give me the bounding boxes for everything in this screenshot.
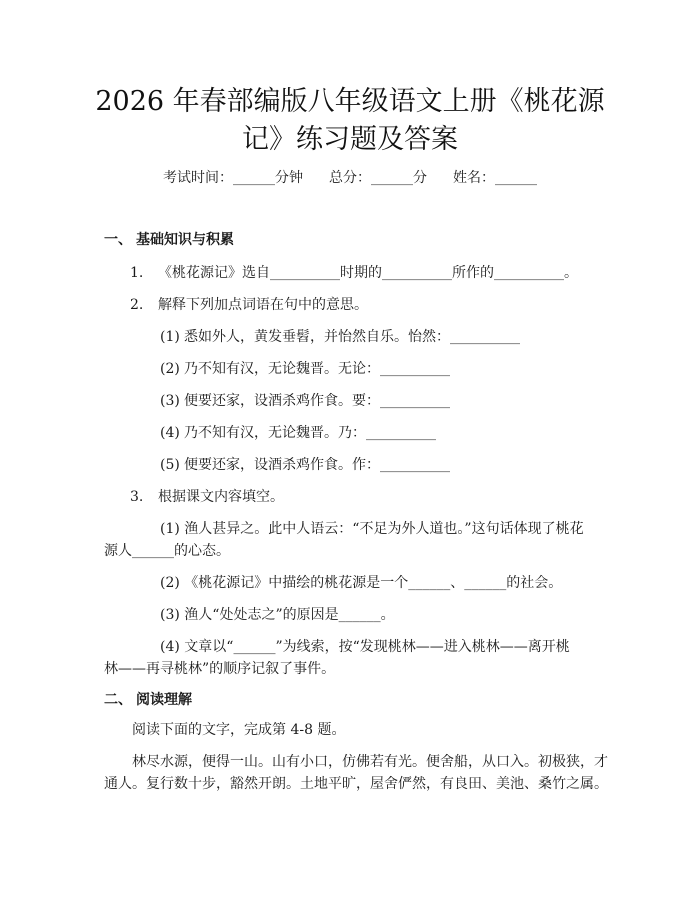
- document-title-line-2: 记》练习题及答案: [242, 124, 458, 155]
- item-text: 便要还家，设酒杀鸡作食。要：__________: [184, 393, 450, 409]
- exam-name: 姓名：______: [453, 170, 537, 186]
- question-3: [130, 487, 284, 507]
- question-2-item-5: [160, 455, 450, 475]
- question-2-item-4: [160, 423, 436, 443]
- document-title-line-1: 2026 年春部编版八年级语文上册《桃花源: [95, 86, 605, 117]
- question-number: 3.: [130, 489, 144, 505]
- question-1: [130, 263, 578, 283]
- section-number: 一、: [104, 232, 132, 248]
- section-heading-2: [104, 690, 192, 710]
- question-3-item-3: (3) 渔人“处处志之”的原因是______。: [160, 607, 395, 623]
- question-text: 《桃花源记》选自__________时期的__________所作的__________。: [158, 265, 578, 281]
- reading-intro: 阅读下面的文字，完成第 4-8 题。: [132, 722, 346, 738]
- section-title: 阅读理解: [136, 692, 192, 708]
- exam-time: 考试时间：______分钟: [163, 170, 303, 186]
- passage-line-1: 林尽水源，便得一山。山有小口，仿佛若有光。便舍船，从口入。初极狭，才: [132, 754, 608, 770]
- item-text: 乃不知有汉，无论魏晋。无论：__________: [184, 361, 450, 377]
- question-3-item-1-line-1: (1) 渔人甚异之。此中人语云：“不足为外人道也。”这句话体现了桃花: [160, 521, 584, 537]
- question-2-item-3: [160, 391, 450, 411]
- item-number: (5): [160, 457, 180, 473]
- question-3-item-2: (2) 《桃花源记》中描绘的桃花源是一个______、______的社会。: [160, 575, 563, 591]
- question-2: [130, 295, 368, 315]
- item-number: (3): [160, 393, 180, 409]
- question-2-item-2: [160, 359, 450, 379]
- question-number: 2.: [130, 297, 144, 313]
- section-number: 二、: [104, 692, 132, 708]
- question-text: 解释下列加点词语在句中的意思。: [158, 297, 368, 313]
- question-3-item-4-line-2: 林——再寻桃林”的顺序记叙了事件。: [104, 661, 336, 677]
- item-number: (4): [160, 425, 180, 441]
- exam-score: 总分：______分: [329, 170, 427, 186]
- item-text: 悉如外人，黄发垂髫，并怡然自乐。怡然：__________: [184, 329, 520, 345]
- question-2-item-1: [160, 327, 520, 347]
- passage-line-2: 通人。复行数十步，豁然开朗。土地平旷，屋舍俨然，有良田、美池、桑竹之属。: [104, 776, 608, 792]
- section-heading-1: [104, 230, 234, 250]
- question-3-item-1-line-2: 源人______的心态。: [104, 543, 230, 559]
- item-number: (1): [160, 329, 180, 345]
- question-number: 1.: [130, 265, 144, 281]
- section-title: 基础知识与积累: [136, 232, 234, 248]
- exam-meta: [0, 168, 700, 188]
- question-3-item-4-line-1: (4) 文章以“______”为线索，按“发现桃林——进入桃林——离开桃: [160, 639, 570, 655]
- item-number: (2): [160, 361, 180, 377]
- item-text: 乃不知有汉，无论魏晋。乃：__________: [184, 425, 436, 441]
- item-text: 便要还家，设酒杀鸡作食。作：__________: [184, 457, 450, 473]
- question-text: 根据课文内容填空。: [158, 489, 284, 505]
